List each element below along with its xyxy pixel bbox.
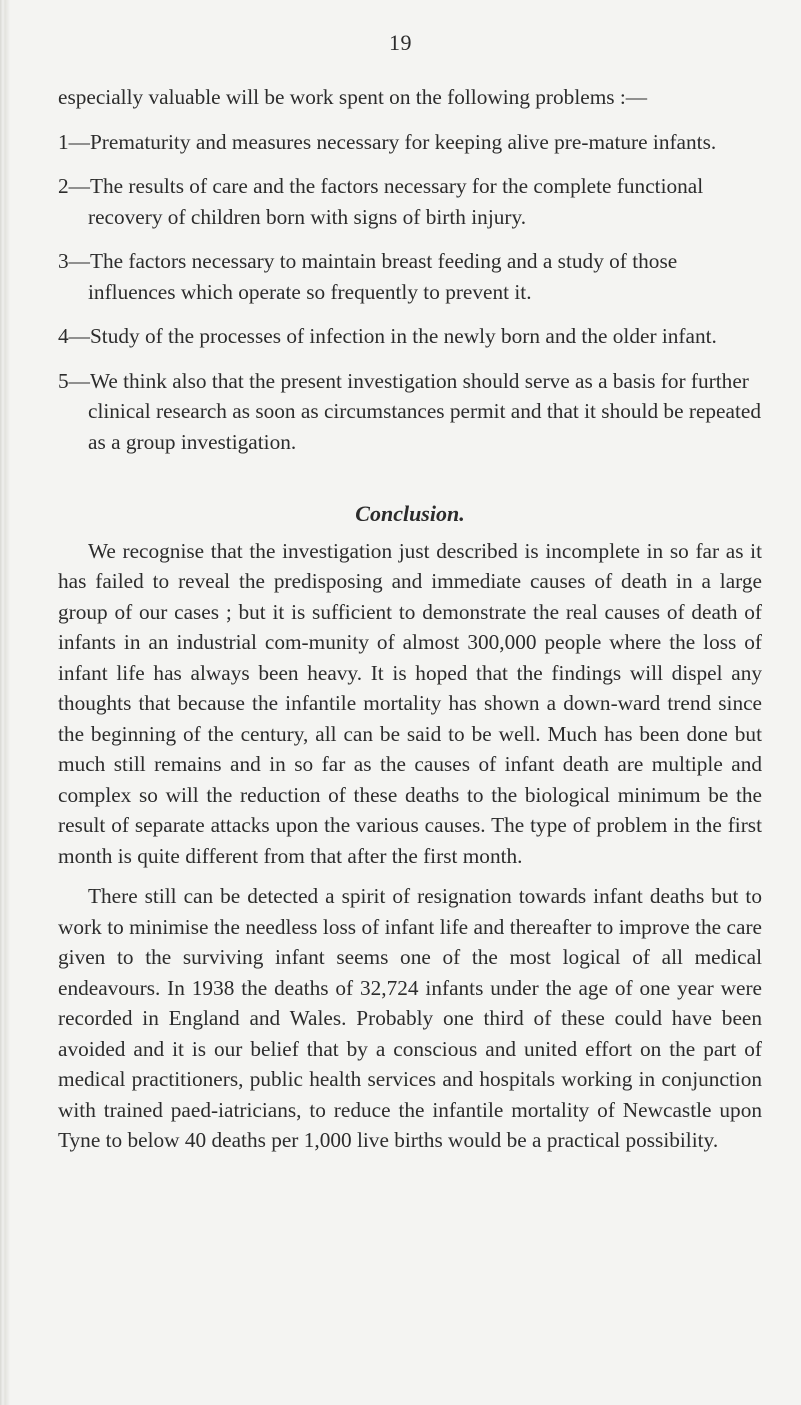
intro-text: especially valuable will be work spent on the following problems :— [58,85,648,109]
list-item: 5—We think also that the present investigation should serve as a basis for further clinical research as soon as circumstances permit and that it should be repeated as a group investigation. [58,368,761,454]
list-item: 3—The factors necessary to maintain breast feeding and a study of those influences which operate so frequently to prevent it. [58,249,678,304]
problem-list [58,127,762,458]
list-item: 1—Prematurity and measures necessary for keeping alive pre-mature infants. [58,129,717,154]
conclusion-paragraph: We recognise that the investigation just described is incomplete in so far as it has failed to reveal the predisposing and immediate causes of death in a large group of our cases ; but it is sufficient to demonstrate the real causes of death of infants in an industrial com-munity of almost 300,000 people where the loss of infant life has always been heavy. It is hoped that the findings will dispel any thoughts that because the infantile mortality has shown a down-ward trend since the beginning of the century, all can be said to be well. Much has been done but much still remains and in so far as the causes of infant death are multiple and complex so will the reduction of these deaths to the biological minimum be the result of separate attacks upon the various causes. The type of problem in the first month is quite different from that after the first month. [58,538,762,868]
page-body [58,82,762,1166]
page-number: 19 [389,30,412,55]
conclusion-paragraph: There still can be detected a spirit of resignation towards infant deaths but to work to minimise the needless loss of infant life and thereafter to improve the care given to the surviving infant seems one of the most logical of all medical endeavours. In 1938 the deaths of 32,724 infants under the age of one year were recorded in England and Wales. Probably one third of these could have been avoided and it is our belief that by a conscious and united effort on the part of medical practitioners, public health services and hospitals working in conjunction with trained paed-iatricians, to reduce the infantile mortality of Newcastle upon Tyne to below 40 deaths per 1,000 live births would be a practical possibility. [58,884,762,1152]
page-edge [0,0,10,1405]
list-item: 2—The results of care and the factors necessary for the complete functional recovery of children born with signs of birth injury. [58,174,704,229]
list-item: 4—Study of the processes of infection in the newly born and the older infant. [58,324,717,348]
section-heading: Conclusion. [355,501,465,526]
